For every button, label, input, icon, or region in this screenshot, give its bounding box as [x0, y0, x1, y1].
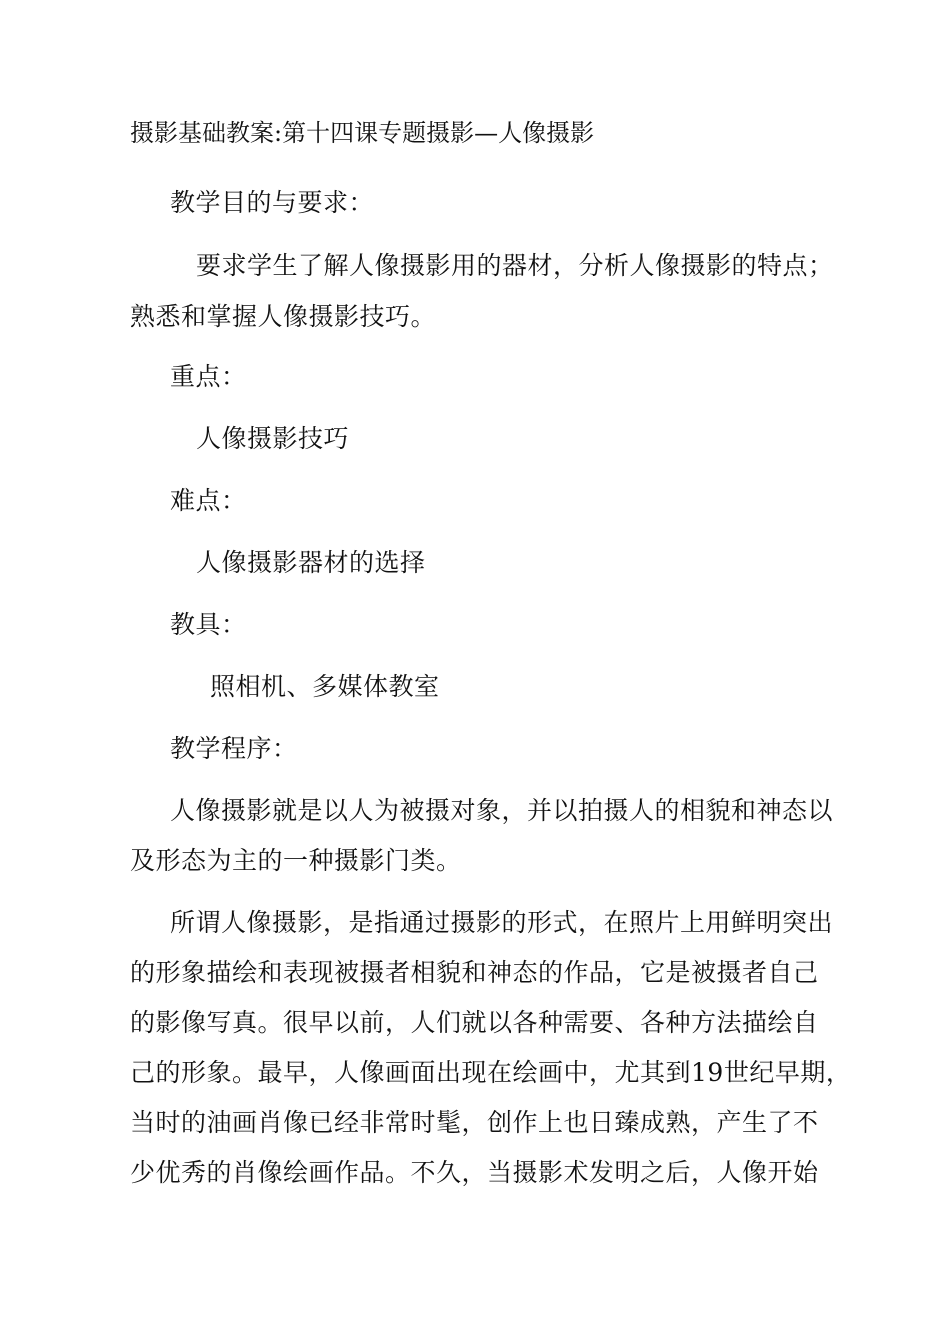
- paragraph-2-line-5: 当时的油画肖像已经非常时髦，创作上也日臻成熟，产生了不: [130, 1108, 819, 1137]
- key-content: 人像摄影技巧: [196, 424, 350, 453]
- tools-heading: 教具：: [170, 610, 247, 639]
- paragraph-2-line-4: 己的形象。最早，人像画面出现在绘画中，尤其到19世纪早期，: [130, 1058, 852, 1087]
- document-title: 摄影基础教案:第十四课专题摄影—人像摄影: [130, 119, 595, 147]
- paragraph-2-line-3: 的影像写真。很早以前，人们就以各种需要、各种方法描绘自: [130, 1008, 819, 1037]
- objective-line-2: 熟悉和掌握人像摄影技巧。: [130, 302, 437, 331]
- paragraph-2-line-6: 少优秀的肖像绘画作品。不久，当摄影术发明之后，人像开始: [130, 1158, 819, 1187]
- paragraph-1-line-1: 人像摄影就是以人为被摄对象，并以拍摄人的相貌和神态以: [170, 796, 834, 825]
- tools-content: 照相机、多媒体教室: [210, 672, 440, 701]
- paragraph-2-line-2: 的形象描绘和表现被摄者相貌和神态的作品，它是被摄者自己: [130, 958, 819, 987]
- paragraph-2-line-1: 所谓人像摄影，是指通过摄影的形式，在照片上用鲜明突出: [170, 908, 834, 937]
- difficulty-heading: 难点：: [170, 486, 247, 515]
- key-heading: 重点：: [170, 362, 247, 391]
- objective-line-1: 要求学生了解人像摄影用的器材，分析人像摄影的特点；: [196, 251, 834, 280]
- objective-heading: 教学目的与要求：: [170, 188, 375, 217]
- procedure-heading: 教学程序：: [170, 734, 298, 763]
- paragraph-1-line-2: 及形态为主的一种摄影门类。: [130, 846, 462, 875]
- difficulty-content: 人像摄影器材的选择: [196, 548, 426, 577]
